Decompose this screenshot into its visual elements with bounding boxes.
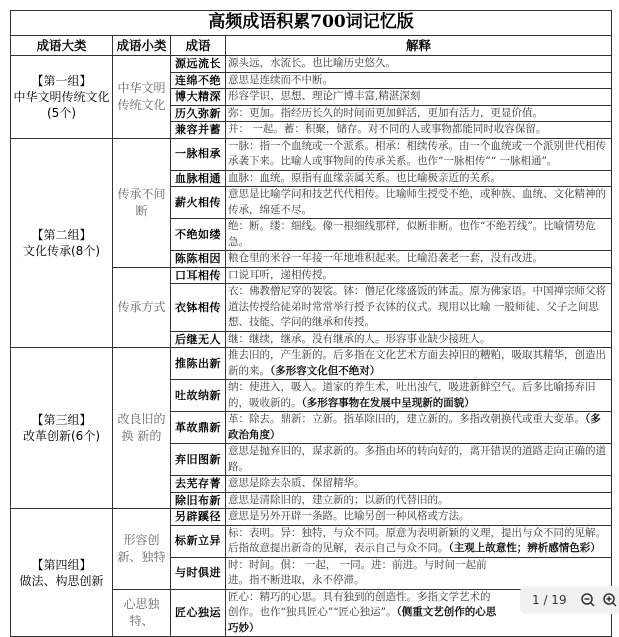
explanation-cell — [226, 444, 612, 476]
category-name: 中华文明传统文化 — [13, 89, 110, 104]
explanation-text: 标：表明。异：独特，与众不同。原意为表明新颖的义理，提出与众不同的见解。后指故意提出新奇的见解，表示自己与众不同。 — [228, 526, 606, 554]
subcategory-cell: 传承不间断 — [113, 138, 171, 267]
idiom-cell: 另辟蹊径 — [171, 509, 226, 526]
explanation-cell — [226, 105, 612, 122]
explanation-cell — [226, 284, 612, 332]
idiom-cell: 标新立异 — [171, 525, 226, 557]
category-name: 做法、构思创新 — [19, 573, 104, 588]
category-label: 【第三组】 — [31, 413, 92, 427]
explanation-text: 意思是连续而不中断。 — [228, 73, 333, 86]
idiom-table — [10, 10, 612, 637]
explanation-cell — [226, 122, 612, 139]
idiom-cell: 匠心独运 — [171, 589, 226, 637]
idiom-cell: 衣钵相传 — [171, 284, 226, 332]
explanation-cell — [226, 380, 612, 412]
idiom-cell: 口耳相传 — [171, 267, 226, 284]
explanation-cell — [226, 267, 612, 284]
zoom-in-icon[interactable] — [599, 589, 619, 611]
idiom-cell: 源远流长 — [171, 56, 226, 73]
explanation-text: 形容学识、思想、理论广博丰富,精湛深刻 — [228, 90, 421, 102]
explanation-text: 衣：佛教僧尼穿的袈裟。钵：僧尼化缘盛饭的钵盂。原为佛家语。中国禅宗师父将道法传授给徒弟时常常举行授予衣钵的仪式。现用以比喻 一般师徒、父子之间思想、技能、学问的继承和传授。 — [228, 285, 606, 328]
header-idiom: 成语 — [171, 36, 226, 56]
explanation-text: 弥：更加。指经历长久的时间而更加鲜活，更加有活力，更显价值。 — [228, 106, 543, 119]
explanation-cell — [226, 89, 612, 106]
category-name: 改革创新(6个) — [23, 429, 100, 443]
category-label: 【第一组】 — [31, 73, 92, 88]
idiom-cell: 陈陈相因 — [171, 251, 226, 268]
subcategory-cell: 改良旧的换 新的 — [113, 348, 171, 509]
table-row — [11, 509, 612, 526]
explanation-cell — [226, 557, 612, 589]
explanation-note: （侧重文艺创作的心思巧妙） — [228, 606, 497, 634]
category-cell — [11, 348, 113, 509]
explanation-text: 意思是另外开辟一条路。比喻另创一种风格或方法。 — [228, 510, 470, 522]
idiom-cell: 弃旧图新 — [171, 444, 226, 476]
idiom-cell: 与时俱进 — [171, 557, 226, 589]
subcategory-cell: 心思独特、 — [113, 589, 171, 637]
explanation-cell — [226, 56, 612, 73]
subcategory-cell: 中华文明传统文化 — [113, 56, 171, 139]
category-label: 【第二组】 — [31, 227, 92, 242]
explanation-text: 匠心：精巧的心思。具有独到的创造性。多指文学艺术的创作。也作“独具匠心”“匠心独运”。 — [228, 590, 491, 618]
explanation-cell — [226, 331, 612, 348]
explanation-text: 推去旧的，产生新的。后多指在文化艺术方面去掉旧的糟粕，吸取其精华，创造出新的来。 — [228, 349, 606, 377]
subcategory-cell: 传承方式 — [113, 267, 171, 348]
table-row — [11, 138, 612, 170]
explanation-cell — [226, 492, 612, 509]
idiom-cell: 一脉相承 — [171, 138, 226, 170]
idiom-cell: 博大精深 — [171, 89, 226, 106]
explanation-cell — [226, 476, 612, 493]
header-category: 成语大类 — [11, 36, 113, 56]
idiom-cell: 血脉相通 — [171, 170, 226, 187]
explanation-cell — [226, 509, 612, 526]
explanation-text: 绝：断。缕：细线。像一根细线那样，似断非断。也作“不绝若线”。比喻情势危急。 — [228, 220, 596, 248]
idiom-cell: 薪火相传 — [171, 187, 226, 219]
header-subcategory: 成语小类 — [113, 36, 171, 56]
explanation-text: 革：除去。鼎新：立新。指革除旧的，建立新的。多指改朝换代或重大变革。 — [228, 413, 585, 425]
explanation-note: （主观上故意性；辨析感情色彩） — [448, 542, 601, 554]
explanation-text: 血脉：血统。原指有血缘亲属关系。也比喻极亲近的关系。 — [228, 171, 501, 184]
explanation-cell — [226, 251, 612, 268]
subcategory-cell: 形容创新、独特 — [113, 509, 171, 590]
table-row — [11, 348, 612, 380]
explanation-text: 意思是清除旧的，建立新的；以新的代替旧的。 — [228, 493, 449, 506]
zoom-out-icon[interactable] — [577, 589, 599, 611]
idiom-cell: 推陈出新 — [171, 348, 226, 380]
category-cell — [11, 138, 113, 348]
explanation-cell — [226, 170, 612, 187]
idiom-cell: 吐故纳新 — [171, 380, 226, 412]
page-zoom-toolbar — [520, 586, 619, 614]
idiom-cell: 兼容并蓄 — [171, 122, 226, 139]
explanation-note: （多政治角度） — [228, 413, 601, 441]
explanation-cell — [226, 525, 612, 557]
document-page — [10, 10, 612, 637]
document-title: 高频成语积累700词记忆版 — [11, 11, 612, 36]
explanation-cell — [226, 138, 612, 170]
explanation-cell — [226, 219, 612, 251]
page-indicator: 1 / 19 — [532, 593, 567, 607]
explanation-note: （多形容文化但不绝对） — [270, 364, 381, 377]
explanation-cell — [226, 348, 612, 380]
idiom-cell: 去芜存菁 — [171, 476, 226, 493]
explanation-text: 继：继续，继承。没有继承的人。形容事业缺少接班人。 — [228, 332, 491, 345]
idiom-cell: 不绝如缕 — [171, 219, 226, 251]
explanation-cell — [226, 72, 612, 89]
idiom-cell: 除旧布新 — [171, 492, 226, 509]
explanation-text: 粮仓里的米谷一年接一年地堆积起来。比喻沿袭老一套，没有改进。 — [228, 252, 543, 264]
explanation-cell — [226, 187, 612, 219]
explanation-text: 一脉：指一个血统或一个派系。相承：相续传承。由一个血统或一个派别世代相传承袭下来。比喻人或事物间的传承关系。也作“一脉相传”“ 一脉相通”。 — [228, 139, 606, 167]
category-cell — [11, 509, 113, 637]
idiom-cell: 后继无人 — [171, 331, 226, 348]
idiom-cell: 历久弥新 — [171, 105, 226, 122]
header-explanation: 解释 — [226, 36, 612, 56]
explanation-text: 纳：使进入，吸入。道家的养生术，吐出浊气，吸进新鲜空气。后多比喻扬弃旧的，吸收新的。 — [228, 381, 596, 409]
explanation-text: 并： 一起。蓄：积聚，储存。对不同的人或事物都能同时收容保留。 — [228, 123, 547, 135]
explanation-text: 口说耳听，递相传授。 — [228, 268, 333, 281]
category-count: (5个) — [47, 105, 76, 120]
explanation-text: 源头远，水流长。也比喻历史悠久。 — [228, 57, 396, 69]
explanation-cell — [226, 412, 612, 444]
category-label: 【第四组】 — [31, 557, 92, 572]
explanation-text: 意思是除去杂质、保留精华。 — [228, 477, 365, 489]
idiom-cell: 革故鼎新 — [171, 412, 226, 444]
explanation-text: 时：时间。俱： 一起， 一同。进：前进。与时间一起前进。指不断进取，永不停滞。 — [228, 558, 487, 586]
explanation-text: 意思是比喻学问和技艺代代相传。比喻师生授受不绝，或种族、血统、文化精神的传承，绵延不尽。 — [228, 188, 606, 216]
category-cell — [11, 56, 113, 139]
explanation-text: 意思是抛弃旧的，谋求新的。多指由坏的转向好的，离开错误的道路走向正确的道路。 — [228, 445, 606, 473]
category-name: 文化传承(8个) — [23, 243, 100, 258]
idiom-cell: 连绵不绝 — [171, 72, 226, 89]
table-row — [11, 56, 612, 73]
explanation-note: （多形容事物在发展中呈现新的面貌） — [301, 396, 475, 409]
